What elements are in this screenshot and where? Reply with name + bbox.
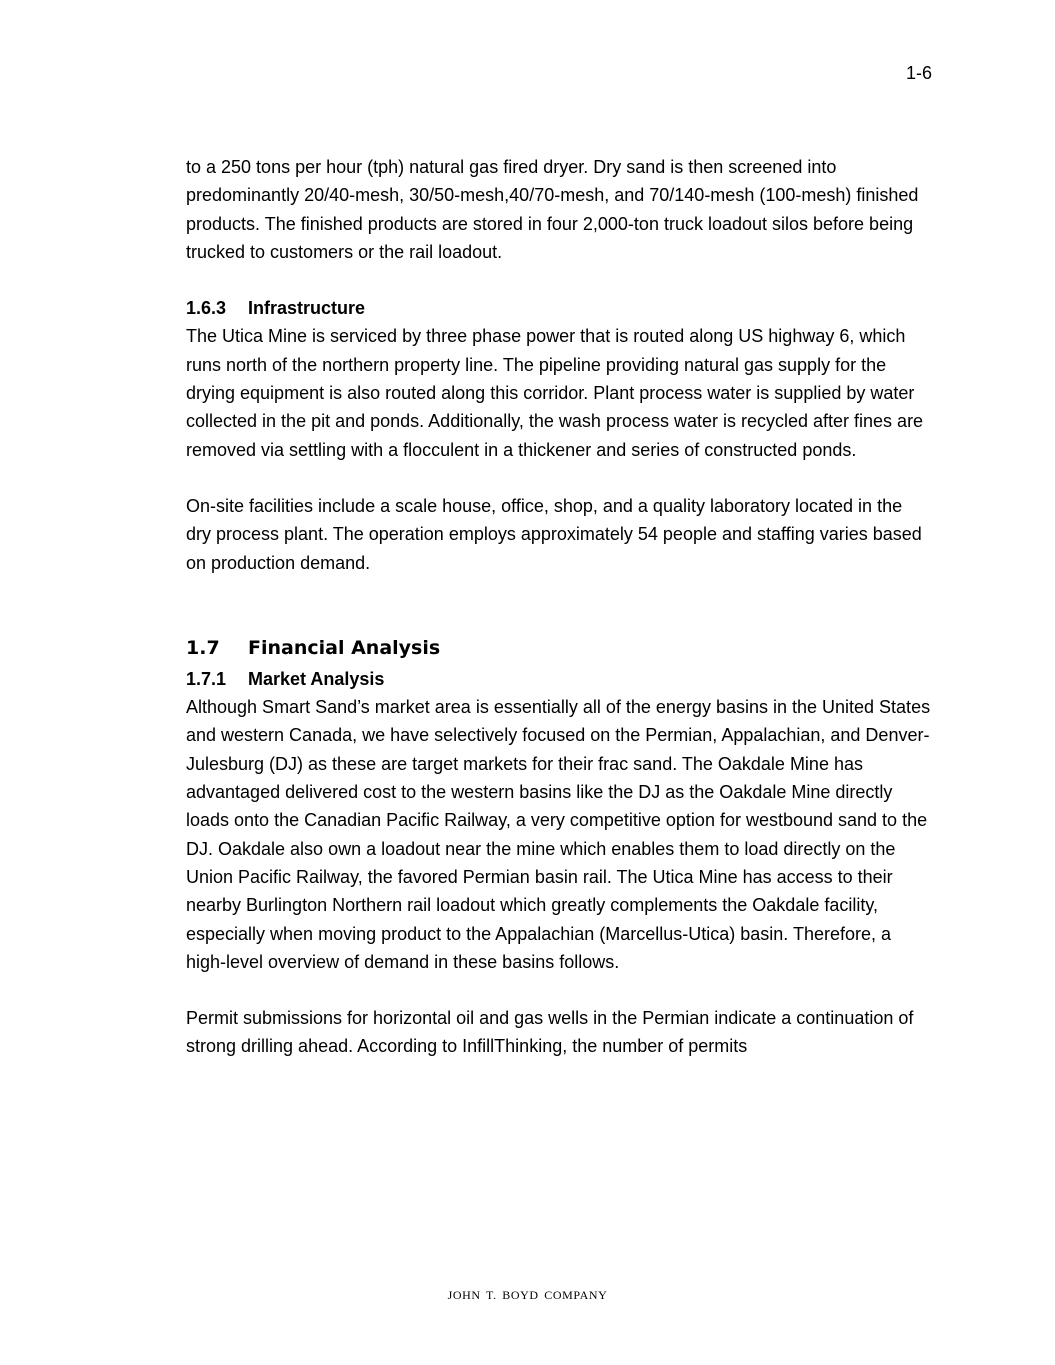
subsection-number: 1.7.1 [186, 668, 227, 689]
infrastructure-paragraph-2: On-site facilities include a scale house, office, shop, and a quality laboratory located in the dry process plant. The operation employs approximately 54 people and staffing varies based on production demand. [186, 495, 922, 573]
subsection-title: Market Analysis [248, 668, 385, 689]
document-body [186, 153, 931, 1061]
subsection-title: Infrastructure [248, 298, 366, 319]
infrastructure-paragraph-1: The Utica Mine is serviced by three phase power that is routed along US highway 6, which runs north of the northern property line. The pipeline providing natural gas supply for the drying equipment is also routed along this corridor. Plant process water is supplied by water collected in the pit and ponds. Additionally, the wash process water is recycled after fines are removed via settling with a flocculent in a thickener and series of constructed ponds. [186, 326, 924, 460]
intro-paragraph: to a 250 tons per hour (tph) natural gas fired dryer. Dry sand is then screened into predominantly 20/40-mesh, 30/50-mesh,40/70-mesh, and 70/140-mesh (100-mesh) finished products. The finished products are stored in four 2,000-ton truck loadout silos before being trucked to customers or the rail loadout. [186, 157, 919, 262]
subsection-heading-market-analysis [186, 665, 931, 693]
market-analysis-paragraph-1: Although Smart Sand’s market area is essentially all of the energy basins in the United States and western Canada, we have selectively focused on the Permian, Appalachian, and Denver-Julesburg (DJ) as these are target markets for their frac sand. The Oakdale Mine has advantaged delivered cost to the western basins like the DJ as the Oakdale Mine directly loads onto the Canadian Pacific Railway, a very competitive option for westbound sand to the DJ. Oakdale also own a loadout near the mine which enables them to load directly on the Union Pacific Railway, the favored Permian basin rail. The Utica Mine has access to their nearby Burlington Northern rail loadout which greatly complements the Oakdale facility, especially when moving product to the Appalachian (Marcellus-Utica) basin. Therefore, a high-level overview of demand in these basins follows. [186, 697, 931, 972]
market-analysis-paragraph-2: Permit submissions for horizontal oil and gas wells in the Permian indicate a continuation of strong drilling ahead. According to InfillThinking, the number of permits [186, 1008, 914, 1057]
section-title: Financial Analysis [248, 636, 441, 659]
footer-company-name: JOHN T. BOYD COMPANY [447, 1288, 608, 1302]
section-number: 1.7 [186, 636, 220, 659]
subsection-number: 1.6.3 [186, 298, 227, 319]
page-number: 1-6 [905, 63, 932, 83]
subsection-heading-infrastructure [186, 294, 931, 322]
section-heading-financial-analysis [186, 633, 931, 663]
